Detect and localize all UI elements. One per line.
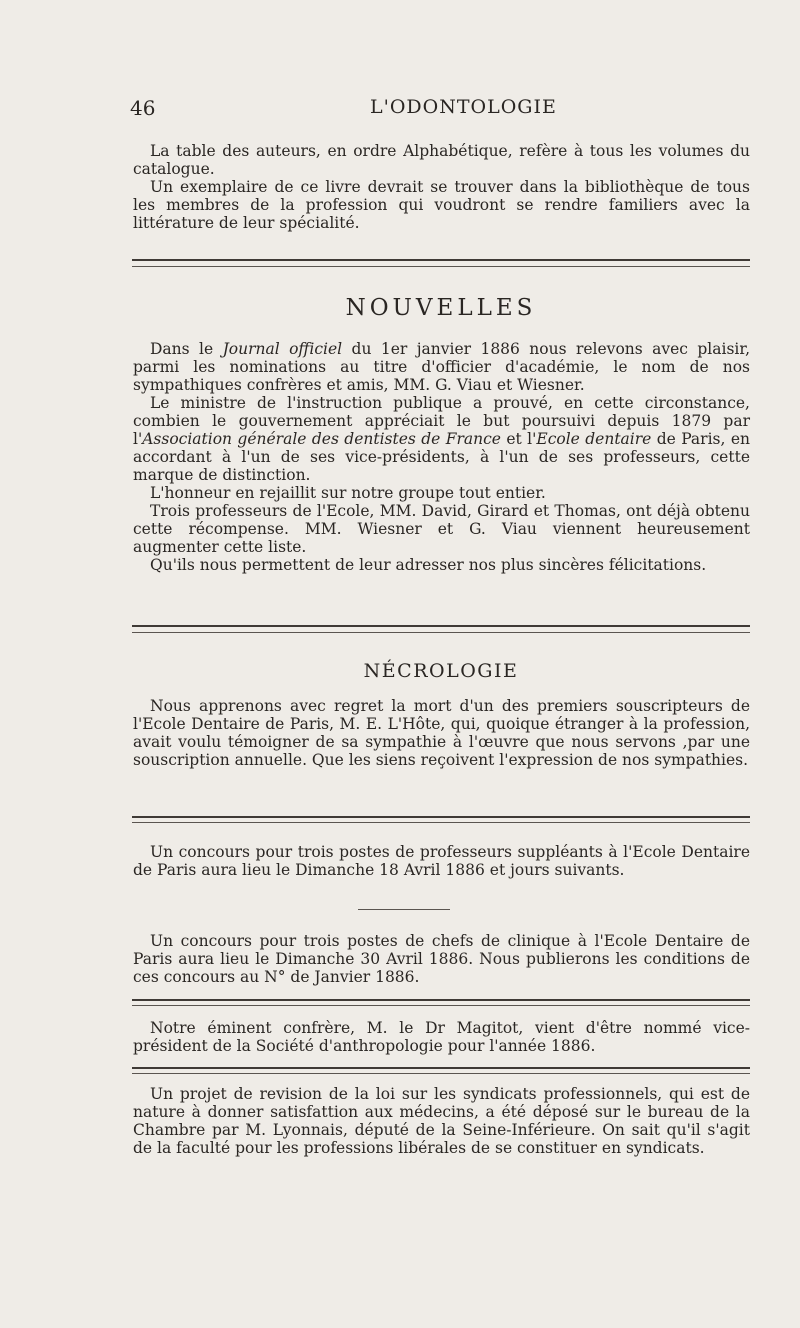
double-rule-top — [132, 259, 750, 261]
section-title-nouvelles: NOUVELLES — [345, 295, 537, 321]
syndicats-section — [133, 1085, 750, 1157]
double-rule-top — [132, 999, 750, 1001]
running-title: L'ODONTOLOGIE — [370, 96, 557, 118]
double-rule-top — [132, 1067, 750, 1069]
nouvelles-section — [133, 340, 750, 574]
short-separator — [358, 909, 450, 910]
double-rule-bottom — [132, 1073, 750, 1074]
nouvelles-paragraph-2: Le ministre de l'instruction publique a prouvé, en cette circonstance, combien le gouvernement appréciait le but poursuivi depuis 1879 par l'Association générale des dentistes de France et l'Ecole dentaire de Paris, en accordant à l'un de ses vice-présidents, à l'un de ses professeurs, cette marque de distinction. — [133, 394, 750, 484]
intro-paragraph-1: La table des auteurs, en ordre Alphabétique, refère à tous les volumes du catalogue. — [133, 142, 750, 178]
page-number: 46 — [130, 96, 156, 120]
page-header — [130, 96, 750, 122]
necrologie-section — [133, 697, 750, 769]
association-name: Association générale des dentistes de France — [142, 430, 501, 448]
nouvelles-paragraph-3: L'honneur en rejaillit sur notre groupe tout entier. — [150, 484, 546, 502]
double-rule-top — [132, 816, 750, 818]
concours-paragraph-1: Un concours pour trois postes de professeurs suppléants à l'Ecole Dentaire de Paris aura lieu le Dimanche 18 Avril 1886 et jours suivants. — [133, 843, 750, 879]
magitot-paragraph: Notre éminent confrère, M. le Dr Magitot, vient d'être nommé vice-président de la Société d'anthropologie pour l'année 1886. — [133, 1019, 750, 1055]
double-rule-bottom — [132, 632, 750, 633]
double-rule-bottom — [132, 266, 750, 267]
section-title-necrologie: NÉCROLOGIE — [363, 660, 519, 682]
magitot-section — [133, 1019, 750, 1055]
double-rule-top — [132, 625, 750, 627]
nouvelles-paragraph-5: Qu'ils nous permettent de leur adresser nos plus sincères félicitations. — [150, 556, 707, 574]
intro-section — [133, 142, 750, 232]
nouvelles-paragraph-4: Trois professeurs de l'Ecole, MM. David, Girard et Thomas, ont déjà obtenu cette récompense. MM. Wiesner et G. Viau viennent heureusement augmenter cette liste. — [133, 502, 750, 556]
double-rule-bottom — [132, 822, 750, 823]
double-rule-bottom — [132, 1005, 750, 1006]
concours-section-2 — [133, 932, 750, 986]
intro-paragraph-2: Un exemplaire de ce livre devrait se trouver dans la bibliothèque de tous les membres de la profession qui voudront se rendre familiers avec la littérature de leur spécialité. — [133, 178, 750, 232]
nouvelles-paragraph-1: Dans le Journal officiel du 1er janvier 1886 nous relevons avec plaisir, parmi les nominations au titre d'officier d'académie, le nom de nos sympathiques confrères et amis, MM. G. Viau et Wiesner. — [133, 340, 751, 394]
syndicats-paragraph: Un projet de revision de la loi sur les syndicats professionnels, qui est de nature à donner satisfattion aux médecins, a été déposé sur le bureau de la Chambre par M. Lyonnais, député de la Seine-Inférieure. On sait qu'il s'agit de la faculté pour les professions libérales de se constituer en syndicats. — [133, 1085, 750, 1157]
ecole-name: Ecole dentaire — [536, 430, 652, 448]
necrologie-paragraph: Nous apprenons avec regret la mort d'un des premiers souscripteurs de l'Ecole Dentaire de Paris, M. E. L'Hôte, qui, quoique étranger à la profession, avait voulu témoigner de sa sympathie à l'œuvre que nous servons ,par une souscription annuelle. Que les siens reçoivent l'expression de nos sympathies. — [133, 697, 750, 769]
journal-officiel-title: Journal officiel — [222, 340, 343, 358]
concours-section — [133, 843, 750, 879]
concours-paragraph-2: Un concours pour trois postes de chefs de clinique à l'Ecole Dentaire de Paris aura lieu le Dimanche 30 Avril 1886. Nous publierons les conditions de ces concours au N° de Janvier 1886. — [133, 932, 750, 986]
